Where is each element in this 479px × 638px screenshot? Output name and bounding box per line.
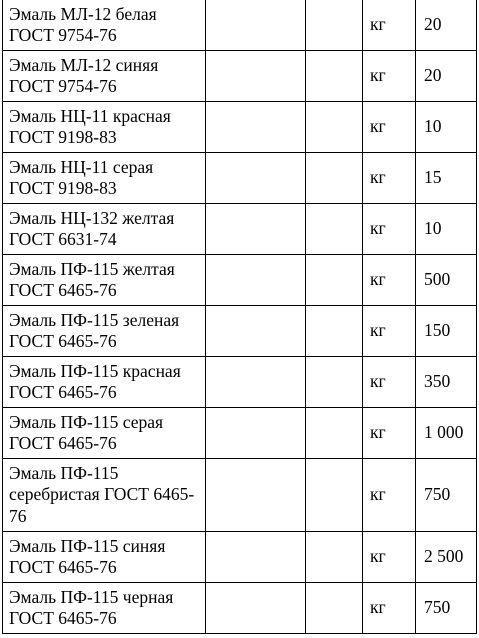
table-row	[3, 408, 477, 459]
material-name: Эмаль ПФ-115 серая ГОСТ 6465-76	[9, 411, 164, 453]
quantity-cell: 1 000	[416, 408, 477, 459]
unit-cell: кг	[363, 0, 416, 51]
quantity-cell: 10	[416, 102, 477, 153]
material-name-cell	[3, 459, 206, 532]
quantity-cell: 20	[416, 51, 477, 102]
blank-cell	[306, 255, 363, 306]
materials-table	[2, 0, 477, 634]
material-name: Эмаль ПФ-115 синяя ГОСТ 6465-76	[9, 535, 166, 577]
quantity-cell: 15	[416, 153, 477, 204]
material-name-cell	[3, 255, 206, 306]
table-row	[3, 532, 477, 583]
blank-cell	[206, 0, 306, 51]
material-name-cell	[3, 153, 206, 204]
table-row	[3, 0, 477, 51]
material-name: Эмаль ПФ-115 красная ГОСТ 6465-76	[9, 360, 181, 402]
material-name-cell	[3, 306, 206, 357]
blank-cell	[206, 408, 306, 459]
blank-cell	[206, 532, 306, 583]
blank-cell	[306, 204, 363, 255]
material-name: Эмаль ПФ-115 зеленая ГОСТ 6465-76	[9, 309, 180, 351]
quantity-cell: 150	[416, 306, 477, 357]
blank-cell	[206, 255, 306, 306]
material-name: Эмаль МЛ-12 синяя ГОСТ 9754-76	[9, 54, 159, 96]
table-row	[3, 306, 477, 357]
material-name-cell	[3, 408, 206, 459]
blank-cell	[306, 459, 363, 532]
material-name-cell	[3, 532, 206, 583]
material-name: Эмаль ПФ-115 серебристая ГОСТ 6465-76	[9, 462, 195, 526]
material-name: Эмаль МЛ-12 белая ГОСТ 9754-76	[9, 3, 157, 45]
material-name: Эмаль НЦ-11 серая ГОСТ 9198-83	[9, 156, 154, 198]
unit-cell: кг	[363, 204, 416, 255]
blank-cell	[206, 51, 306, 102]
unit-cell: кг	[363, 255, 416, 306]
quantity-cell: 500	[416, 255, 477, 306]
material-name-cell	[3, 357, 206, 408]
unit-cell: кг	[363, 459, 416, 532]
unit-cell: кг	[363, 357, 416, 408]
blank-cell	[206, 357, 306, 408]
material-name-cell	[3, 583, 206, 634]
table-row	[3, 204, 477, 255]
material-name-cell	[3, 102, 206, 153]
material-name: Эмаль ПФ-115 желтая ГОСТ 6465-76	[9, 258, 175, 300]
blank-cell	[306, 583, 363, 634]
blank-cell	[306, 532, 363, 583]
blank-cell	[206, 153, 306, 204]
quantity-cell: 750	[416, 459, 477, 532]
blank-cell	[306, 102, 363, 153]
material-name: Эмаль ПФ-115 черная ГОСТ 6465-76	[9, 586, 174, 628]
unit-cell: кг	[363, 532, 416, 583]
blank-cell	[306, 357, 363, 408]
unit-cell: кг	[363, 102, 416, 153]
unit-cell: кг	[363, 306, 416, 357]
table-row	[3, 51, 477, 102]
quantity-cell: 10	[416, 204, 477, 255]
quantity-cell: 20	[416, 0, 477, 51]
quantity-cell: 2 500	[416, 532, 477, 583]
quantity-cell: 750	[416, 583, 477, 634]
blank-cell	[206, 459, 306, 532]
blank-cell	[206, 102, 306, 153]
blank-cell	[306, 306, 363, 357]
table-row	[3, 459, 477, 532]
material-name: Эмаль НЦ-132 желтая ГОСТ 6631-74	[9, 207, 175, 249]
blank-cell	[206, 204, 306, 255]
unit-cell: кг	[363, 583, 416, 634]
table-row	[3, 102, 477, 153]
material-name: Эмаль НЦ-11 красная ГОСТ 9198-83	[9, 105, 171, 147]
table-row	[3, 153, 477, 204]
blank-cell	[206, 306, 306, 357]
materials-table-body	[3, 0, 477, 634]
material-name-cell	[3, 0, 206, 51]
table-row	[3, 255, 477, 306]
material-name-cell	[3, 51, 206, 102]
blank-cell	[306, 153, 363, 204]
blank-cell	[306, 408, 363, 459]
blank-cell	[206, 583, 306, 634]
table-row	[3, 357, 477, 408]
material-name-cell	[3, 204, 206, 255]
quantity-cell: 350	[416, 357, 477, 408]
unit-cell: кг	[363, 153, 416, 204]
unit-cell: кг	[363, 408, 416, 459]
blank-cell	[306, 51, 363, 102]
blank-cell	[306, 0, 363, 51]
table-row	[3, 583, 477, 634]
unit-cell: кг	[363, 51, 416, 102]
